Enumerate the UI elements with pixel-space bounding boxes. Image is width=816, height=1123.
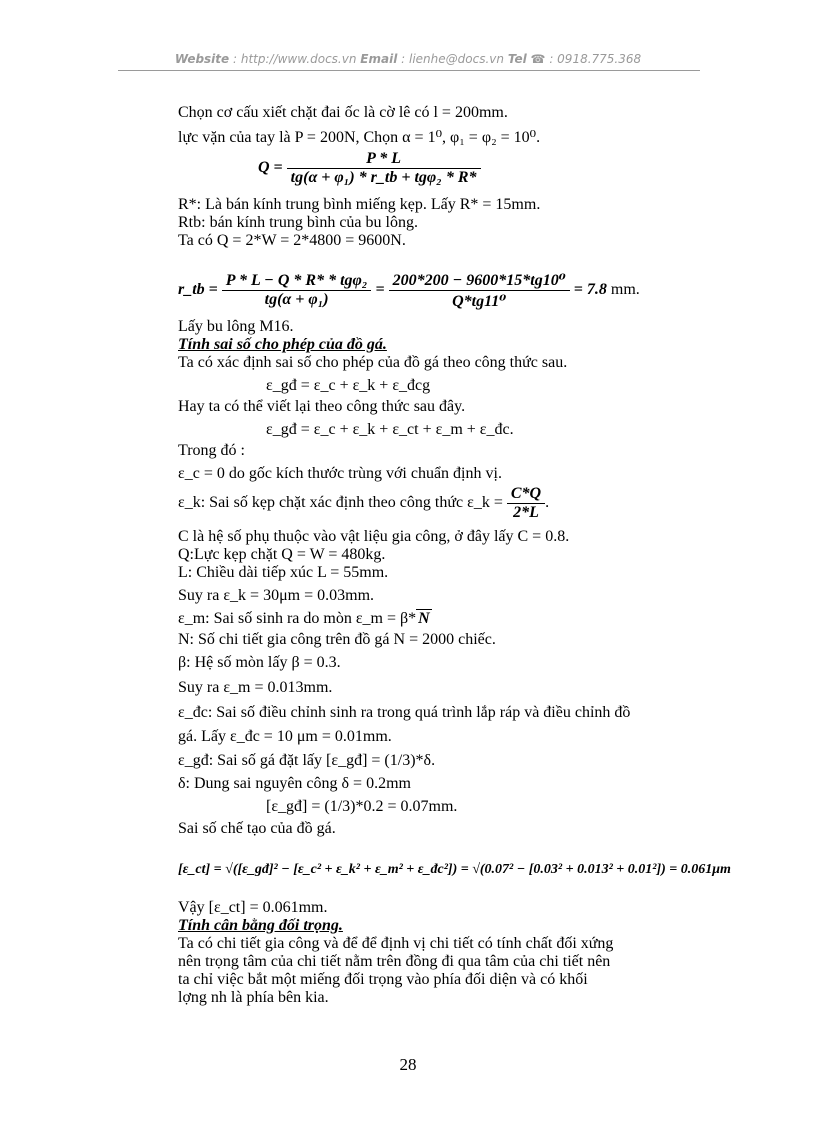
formula-q xyxy=(258,150,481,187)
website-value: : http://www.docs.vn xyxy=(233,52,357,66)
formula-line: ε_gđ = ε_c + ε_k + ε_ct + ε_m + ε_đc. xyxy=(266,421,514,438)
text-line: δ: Dung sai nguyên công δ = 0.2mm xyxy=(178,775,411,792)
header-rule xyxy=(118,70,700,71)
text-line: Q:Lực kẹp chặt Q = W = 480kg. xyxy=(178,546,386,563)
formula-ek-numerator: C*Q xyxy=(507,485,545,504)
section-heading-tolerance: Tính sai số cho phép của đồ gá. xyxy=(178,336,387,353)
phone-icon: ☎ xyxy=(530,52,546,66)
formula-ek: ε_k: Sai số kẹp chặt xác định theo công thức ε_k = $\frac{C*Q}{2*L}$ . xyxy=(178,485,550,521)
text-line: Ta có chi tiết gia công và để để định vị chi tiết có tính chất đối xứng xyxy=(178,935,614,952)
text-line: Lấy bu lông M16. xyxy=(178,318,294,335)
page-number: 28 xyxy=(399,1055,417,1074)
formula-rtb: r_tb = $\frac{\text{P * L − Q * R* * tgφ₂}}{\text{tg(α + φ₁)}}$ = $\frac{\text{200*200 − 9600*15*tg10⁰}}{\text{Q*tg11⁰}}$ = 7.8 mm. xyxy=(178,272,640,310)
formula-rtb-numerator-1: P * L − Q * R* * tgφ₂ xyxy=(222,272,372,291)
text-line: ε_c = 0 do gốc kích thước trùng với chuẩn định vị. xyxy=(178,465,502,482)
text-line: Ta có Q = 2*W = 2*4800 = 9600N. xyxy=(178,232,406,249)
text-line: Vậy [ε_ct] = 0.061mm. xyxy=(178,899,328,916)
text-line: Rtb: bán kính trung bình của bu lông. xyxy=(178,214,418,231)
website-label: Website xyxy=(174,52,230,66)
formula-q-left: Q = xyxy=(258,159,283,177)
formula-rtb-denominator-1: tg(α + φ₁) xyxy=(264,291,329,308)
text-line: lực vặn của tay là P = 200N, Chọn α = 1⁰, φ₁ = φ₂ = 10⁰. xyxy=(178,129,541,146)
header-text xyxy=(118,52,698,66)
email-value: : lienhe@docs.vn xyxy=(401,52,504,66)
formula-q-fraction xyxy=(287,150,481,187)
formula-ek-text: ε_k: Sai số kẹp chặt xác định theo công thức ε_k = xyxy=(178,494,503,512)
text-line: Trong đó : xyxy=(178,442,245,459)
formula-ek-denominator: 2*L xyxy=(513,504,539,521)
text-line: nên trọng tâm của chi tiết nằm trên đồng đi qua tâm của chi tiết nên xyxy=(178,953,611,970)
formula-ek-fraction xyxy=(507,485,545,522)
text-line: C là hệ số phụ thuộc vào vật liệu gia công, ở đây lấy C = 0.8. xyxy=(178,528,570,545)
formula-line: ε_gđ = ε_c + ε_k + ε_đcg xyxy=(266,377,431,394)
text-line: Sai số chế tạo của đồ gá. xyxy=(178,820,336,837)
text-line: ε_đc: Sai số điều chỉnh sinh ra trong quá trình lắp ráp và điều chỉnh đồ xyxy=(178,704,631,721)
formula-rtb-unit: mm. xyxy=(610,281,640,299)
formula-rtb-fraction-2 xyxy=(389,270,570,311)
formula-em xyxy=(178,609,432,628)
formula-q-numerator: P * L xyxy=(287,150,481,169)
text-line: Suy ra ε_k = 30μm = 0.03mm. xyxy=(178,587,375,604)
text-line: gá. Lấy ε_đc = 10 μm = 0.01mm. xyxy=(178,728,392,745)
formula-rtb-result: = 7.8 xyxy=(573,281,607,299)
formula-em-text: ε_m: Sai số sinh ra do mòn ε_m = β* xyxy=(178,610,417,627)
formula-ect: [ε_ct] = √([ε_gđ]² − [ε_c² + ε_k² + ε_m² + ε_đc²]) = √(0.07² − [0.03² + 0.013² + 0.01²]) = 0.061μm xyxy=(178,862,731,877)
tel-label: Tel xyxy=(507,52,527,66)
formula-em-sqrt: N xyxy=(418,610,430,627)
formula-rtb-denominator-2: Q*tg11⁰ xyxy=(452,293,507,310)
formula-line: [ε_gđ] = (1/3)*0.2 = 0.07mm. xyxy=(266,798,458,815)
text-line: Chọn cơ cấu xiết chặt đai ốc là cờ lê có l = 200mm. xyxy=(178,104,508,121)
section-heading-counterweight: Tính cân bằng đối trọng. xyxy=(178,917,343,934)
text-line: lợng nh là phía bên kia. xyxy=(178,989,329,1006)
text-line: β: Hệ số mòn lấy β = 0.3. xyxy=(178,654,341,671)
formula-rtb-numerator-2: 200*200 − 9600*15*tg10⁰ xyxy=(389,270,570,291)
text-line: Ta có xác định sai số cho phép của đồ gá theo công thức sau. xyxy=(178,354,568,371)
text-line: R*: Là bán kính trung bình miếng kẹp. Lấy R* = 15mm. xyxy=(178,196,541,213)
text-line: L: Chiều dài tiếp xúc L = 55mm. xyxy=(178,564,389,581)
text-line: N: Số chi tiết gia công trên đồ gá N = 2000 chiếc. xyxy=(178,631,496,648)
text-line: ε_gđ: Sai số gá đặt lấy [ε_gđ] = (1/3)*δ. xyxy=(178,752,436,769)
tel-value: : 0918.775.368 xyxy=(549,52,642,66)
formula-q-denominator: tg(α + φ₁) * r_tb + tgφ₂ * R* xyxy=(290,169,477,186)
formula-rtb-left: r_tb = xyxy=(178,281,218,299)
formula-rtb-fraction-1 xyxy=(222,272,372,309)
text-line: Hay ta có thể viết lại theo công thức sau đây. xyxy=(178,398,466,415)
text-line: ta chỉ việc bắt một miếng đối trọng vào phía đối diện và có khối xyxy=(178,971,588,988)
email-label: Email xyxy=(360,52,398,66)
text-line: Suy ra ε_m = 0.013mm. xyxy=(178,679,333,696)
